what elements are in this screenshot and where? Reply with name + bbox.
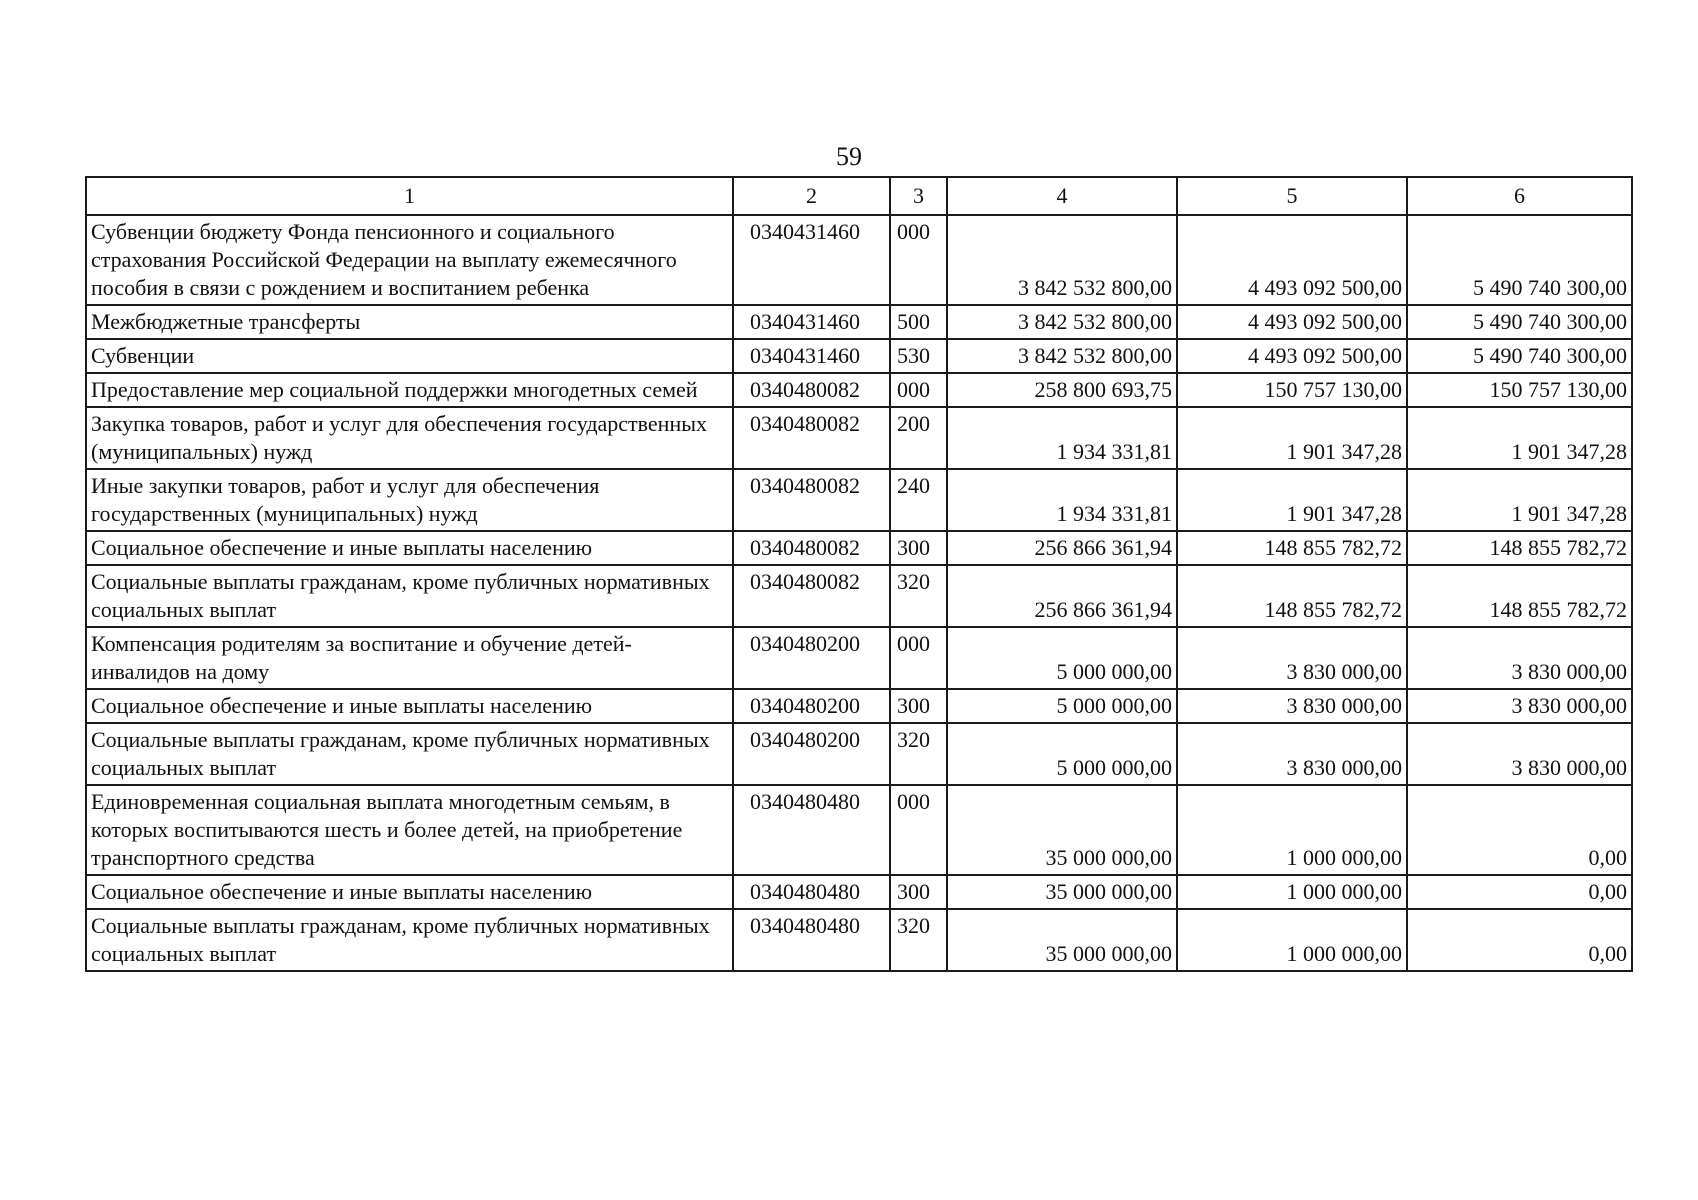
budget-table — [85, 176, 1633, 972]
row-value-col6-cell: 5 490 740 300,00 — [1407, 215, 1632, 305]
row-value-col5-cell: 150 757 130,00 — [1177, 373, 1407, 407]
row-name-cell: Иные закупки товаров, работ и услуг для обеспечения государственных (муниципальных) нужд — [86, 469, 733, 531]
row-value-col5-cell: 3 830 000,00 — [1177, 627, 1407, 689]
row-value-col6-cell: 3 830 000,00 — [1407, 689, 1632, 723]
row-expense-type-cell: 000 — [890, 373, 947, 407]
row-code-cell: 0340480082 — [733, 565, 890, 627]
row-name-cell: Социальное обеспечение и иные выплаты населению — [86, 689, 733, 723]
row-name-cell: Социальные выплаты гражданам, кроме публичных нормативных социальных выплат — [86, 723, 733, 785]
row-name-cell: Межбюджетные трансферты — [86, 305, 733, 339]
row-value-col5-cell: 1 901 347,28 — [1177, 469, 1407, 531]
row-value-col4-cell: 3 842 532 800,00 — [947, 215, 1177, 305]
page-number: 59 — [836, 142, 862, 171]
table-body — [86, 215, 1632, 971]
row-value-col4-cell: 3 842 532 800,00 — [947, 339, 1177, 373]
row-value-col5-cell: 4 493 092 500,00 — [1177, 305, 1407, 339]
row-name-cell: Предоставление мер социальной поддержки многодетных семей — [86, 373, 733, 407]
row-name-cell: Субвенции бюджету Фонда пенсионного и социального страхования Российской Федерации на выплату ежемесячного пособия в связи с рождением и воспитанием ребенка — [86, 215, 733, 305]
row-expense-type-cell: 000 — [890, 785, 947, 875]
row-value-col4-cell: 5 000 000,00 — [947, 689, 1177, 723]
row-value-col4-cell: 35 000 000,00 — [947, 785, 1177, 875]
row-value-col4-cell: 256 866 361,94 — [947, 531, 1177, 565]
row-value-col6-cell: 0,00 — [1407, 875, 1632, 909]
row-expense-type-cell: 240 — [890, 469, 947, 531]
table-row — [86, 875, 1632, 909]
row-value-col5-cell: 1 000 000,00 — [1177, 909, 1407, 971]
row-code-cell: 0340480200 — [733, 627, 890, 689]
row-value-col5-cell: 148 855 782,72 — [1177, 531, 1407, 565]
row-expense-type-cell: 320 — [890, 723, 947, 785]
row-value-col6-cell: 148 855 782,72 — [1407, 565, 1632, 627]
row-value-col4-cell: 1 934 331,81 — [947, 469, 1177, 531]
row-code-cell: 0340480480 — [733, 909, 890, 971]
column-header: 1 — [86, 177, 733, 215]
row-code-cell: 0340431460 — [733, 215, 890, 305]
row-code-cell: 0340480082 — [733, 531, 890, 565]
row-name-cell: Социальные выплаты гражданам, кроме публичных нормативных социальных выплат — [86, 565, 733, 627]
row-name-cell: Компенсация родителям за воспитание и обучение детей-инвалидов на дому — [86, 627, 733, 689]
row-code-cell: 0340480480 — [733, 875, 890, 909]
row-value-col4-cell: 3 842 532 800,00 — [947, 305, 1177, 339]
row-value-col4-cell: 35 000 000,00 — [947, 909, 1177, 971]
column-header: 5 — [1177, 177, 1407, 215]
table-row — [86, 689, 1632, 723]
column-header: 2 — [733, 177, 890, 215]
row-expense-type-cell: 500 — [890, 305, 947, 339]
column-header: 4 — [947, 177, 1177, 215]
row-code-cell: 0340480200 — [733, 689, 890, 723]
row-value-col4-cell: 5 000 000,00 — [947, 723, 1177, 785]
row-expense-type-cell: 320 — [890, 565, 947, 627]
row-value-col4-cell: 35 000 000,00 — [947, 875, 1177, 909]
row-value-col6-cell: 148 855 782,72 — [1407, 531, 1632, 565]
row-value-col4-cell: 1 934 331,81 — [947, 407, 1177, 469]
table-row — [86, 627, 1632, 689]
row-value-col5-cell: 1 000 000,00 — [1177, 785, 1407, 875]
row-value-col6-cell: 3 830 000,00 — [1407, 627, 1632, 689]
row-value-col6-cell: 150 757 130,00 — [1407, 373, 1632, 407]
table-row — [86, 305, 1632, 339]
row-value-col4-cell: 258 800 693,75 — [947, 373, 1177, 407]
row-code-cell: 0340480082 — [733, 373, 890, 407]
row-value-col6-cell: 5 490 740 300,00 — [1407, 339, 1632, 373]
table-row — [86, 909, 1632, 971]
column-header: 3 — [890, 177, 947, 215]
row-name-cell: Социальные выплаты гражданам, кроме публичных нормативных социальных выплат — [86, 909, 733, 971]
row-code-cell: 0340431460 — [733, 339, 890, 373]
table-row — [86, 723, 1632, 785]
table-row — [86, 785, 1632, 875]
row-name-cell: Субвенции — [86, 339, 733, 373]
row-value-col5-cell: 4 493 092 500,00 — [1177, 215, 1407, 305]
row-value-col4-cell: 5 000 000,00 — [947, 627, 1177, 689]
row-value-col5-cell: 4 493 092 500,00 — [1177, 339, 1407, 373]
row-code-cell: 0340480200 — [733, 723, 890, 785]
row-name-cell: Единовременная социальная выплата многодетным семьям, в которых воспитываются шесть и более детей, на приобретение транспортного средства — [86, 785, 733, 875]
row-expense-type-cell: 320 — [890, 909, 947, 971]
row-name-cell: Закупка товаров, работ и услуг для обеспечения государственных (муниципальных) нужд — [86, 407, 733, 469]
row-expense-type-cell: 530 — [890, 339, 947, 373]
row-code-cell: 0340431460 — [733, 305, 890, 339]
table-row — [86, 339, 1632, 373]
column-number-row — [86, 177, 1632, 215]
row-value-col6-cell: 1 901 347,28 — [1407, 407, 1632, 469]
row-value-col4-cell: 256 866 361,94 — [947, 565, 1177, 627]
table-row — [86, 469, 1632, 531]
row-code-cell: 0340480082 — [733, 407, 890, 469]
row-expense-type-cell: 000 — [890, 627, 947, 689]
row-name-cell: Социальное обеспечение и иные выплаты населению — [86, 875, 733, 909]
row-expense-type-cell: 300 — [890, 531, 947, 565]
row-value-col5-cell: 3 830 000,00 — [1177, 689, 1407, 723]
table-row — [86, 531, 1632, 565]
row-expense-type-cell: 300 — [890, 689, 947, 723]
row-expense-type-cell: 200 — [890, 407, 947, 469]
row-value-col6-cell: 3 830 000,00 — [1407, 723, 1632, 785]
table-row — [86, 215, 1632, 305]
table-row — [86, 373, 1632, 407]
column-header: 6 — [1407, 177, 1632, 215]
row-expense-type-cell: 000 — [890, 215, 947, 305]
row-value-col5-cell: 1 000 000,00 — [1177, 875, 1407, 909]
row-code-cell: 0340480082 — [733, 469, 890, 531]
row-expense-type-cell: 300 — [890, 875, 947, 909]
row-value-col6-cell: 1 901 347,28 — [1407, 469, 1632, 531]
row-name-cell: Социальное обеспечение и иные выплаты населению — [86, 531, 733, 565]
row-value-col5-cell: 1 901 347,28 — [1177, 407, 1407, 469]
row-value-col5-cell: 148 855 782,72 — [1177, 565, 1407, 627]
row-value-col6-cell: 0,00 — [1407, 785, 1632, 875]
row-code-cell: 0340480480 — [733, 785, 890, 875]
table-row — [86, 407, 1632, 469]
row-value-col6-cell: 0,00 — [1407, 909, 1632, 971]
row-value-col6-cell: 5 490 740 300,00 — [1407, 305, 1632, 339]
table-row — [86, 565, 1632, 627]
row-value-col5-cell: 3 830 000,00 — [1177, 723, 1407, 785]
